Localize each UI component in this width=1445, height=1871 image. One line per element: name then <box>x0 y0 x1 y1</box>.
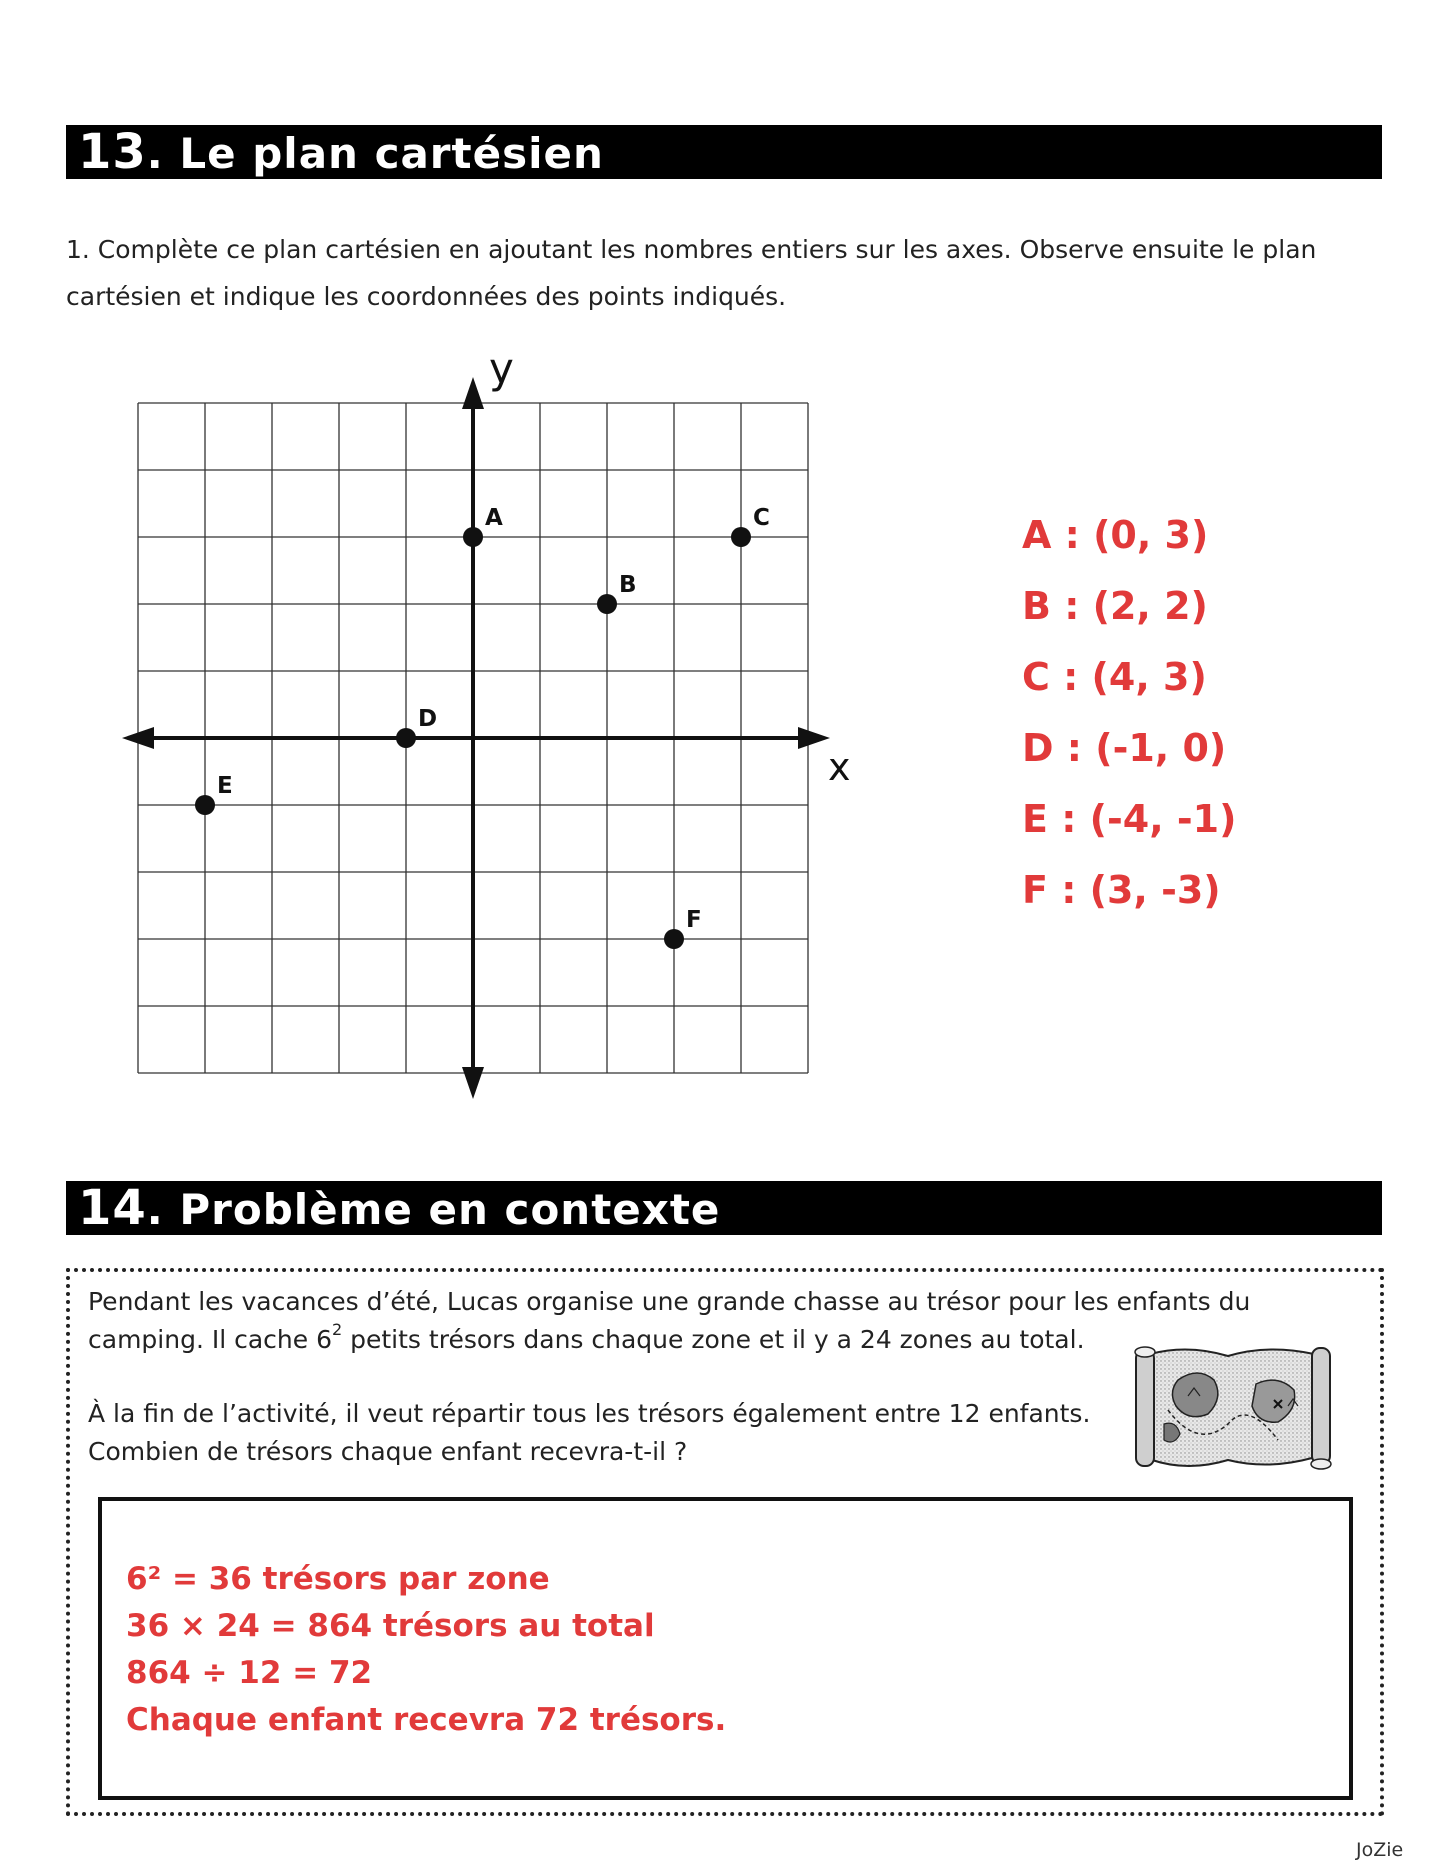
cartesian-plane <box>110 340 890 1100</box>
section-number: 13 <box>78 124 147 180</box>
footer-brand: JoZie <box>1356 1839 1404 1861</box>
problem-line-3: À la fin de l’activité, il veut répartir tous les trésors également entre 12 enfants. <box>88 1399 1091 1428</box>
y-axis-arrow-down <box>462 1067 484 1099</box>
treasure-map-icon <box>1128 1340 1338 1480</box>
point-b <box>597 594 617 614</box>
point-label-a: A <box>485 505 503 531</box>
section-14-header <box>66 1181 1382 1235</box>
answer-d: D : (-1, 0) <box>1022 726 1227 770</box>
point-f <box>664 929 684 949</box>
point-d <box>396 728 416 748</box>
section-title: . Le plan cartésien <box>146 129 604 178</box>
answers-list <box>1022 500 1236 926</box>
answer-b: B : (2, 2) <box>1022 584 1208 628</box>
point-label-c: C <box>753 505 770 531</box>
section-number: 14 <box>78 1180 147 1236</box>
point-label-e: E <box>217 773 233 799</box>
answer-f: F : (3, -3) <box>1022 868 1221 912</box>
point-c <box>731 527 751 547</box>
answer-e: E : (-4, -1) <box>1022 797 1237 841</box>
y-axis-arrow-up <box>462 377 484 409</box>
answer-a: A : (0, 3) <box>1022 513 1209 557</box>
problem-line-4: Combien de trésors chaque enfant recevra-t-il ? <box>88 1437 688 1466</box>
x-axis-arrow-right <box>798 727 830 749</box>
section-title: . Problème en contexte <box>146 1185 721 1234</box>
point-label-b: B <box>619 572 637 598</box>
point-label-f: F <box>686 907 702 933</box>
instruction-line-1: 1. Complète ce plan cartésien en ajoutant les nombres entiers sur les axes. Observe ensuite le plan <box>66 235 1317 264</box>
section-13-header <box>66 125 1382 179</box>
x-axis-label: x <box>828 745 851 789</box>
instruction-line-2: cartésien et indique les coordonnées des points indiqués. <box>66 282 787 311</box>
solution-line-2: 36 × 24 = 864 trésors au total <box>126 1608 655 1644</box>
y-axis-label: y <box>489 344 514 393</box>
answer-c: C : (4, 3) <box>1022 655 1207 699</box>
point-e <box>195 795 215 815</box>
problem-line-2-start: camping. Il cache 6 <box>88 1325 332 1354</box>
solution-line-3: 864 ÷ 12 = 72 <box>126 1655 373 1691</box>
point-a <box>463 527 483 547</box>
solution <box>126 1556 726 1744</box>
problem-line-2-end: petits trésors dans chaque zone et il y a 24 zones au total. <box>342 1325 1085 1354</box>
instruction <box>66 226 1386 320</box>
exponent: 2 <box>332 1319 343 1339</box>
solution-line-1: 6² = 36 trésors par zone <box>126 1561 550 1597</box>
solution-line-4: Chaque enfant recevra 72 trésors. <box>126 1702 727 1738</box>
point-label-d: D <box>418 706 438 732</box>
problem-line-1: Pendant les vacances d’été, Lucas organise une grande chasse au trésor pour les enfants du <box>88 1287 1251 1316</box>
